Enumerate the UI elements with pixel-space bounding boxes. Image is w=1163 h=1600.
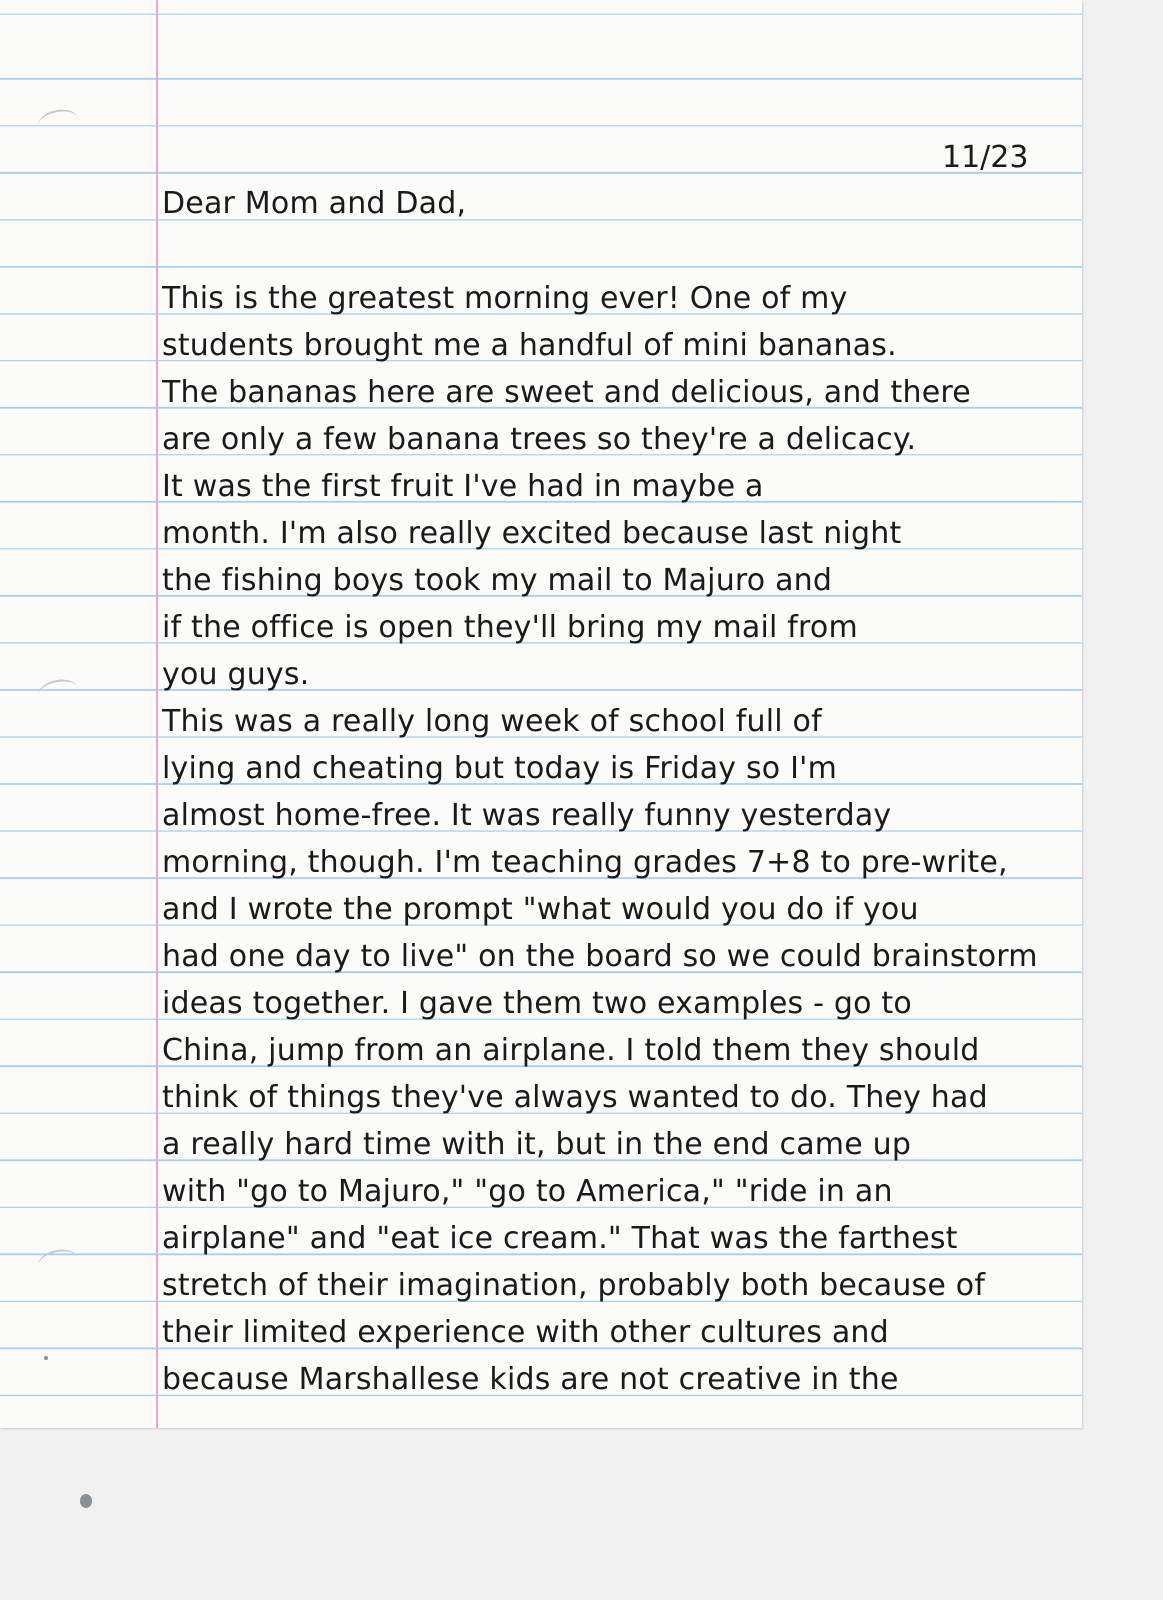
- letter-greeting: Dear Mom and Dad,: [162, 186, 467, 221]
- letter-line: think of things they've always wanted to do. They had: [162, 1080, 988, 1115]
- letter-line: and I wrote the prompt "what would you do if you: [162, 892, 919, 927]
- letter-line: This is the greatest morning ever! One of my: [162, 281, 848, 316]
- letter-line: China, jump from an airplane. I told them they should: [162, 1033, 980, 1068]
- letter-line: month. I'm also really excited because last night: [162, 516, 902, 551]
- margin-line: [156, 0, 158, 1428]
- letter-date: 11/23: [942, 140, 1029, 175]
- letter-line: the fishing boys took my mail to Majuro and: [162, 563, 833, 598]
- letter-line: had one day to live" on the board so we could brainstorm: [162, 939, 1038, 974]
- letter-line: with "go to Majuro," "go to America," "ride in an: [162, 1174, 893, 1209]
- scanner-speck: [80, 1494, 92, 1508]
- letter-line: their limited experience with other cultures and: [162, 1315, 889, 1350]
- letter-line: stretch of their imagination, probably both because of: [162, 1268, 986, 1303]
- letter-line: The bananas here are sweet and delicious, and there: [162, 375, 971, 410]
- letter-line: are only a few banana trees so they're a delicacy.: [162, 422, 917, 457]
- paper-speck: [44, 1356, 48, 1360]
- letter-line: because Marshallese kids are not creative in the: [162, 1362, 899, 1397]
- letter-line: you guys.: [162, 657, 310, 692]
- letter-line: ideas together. I gave them two examples - go to: [162, 986, 912, 1021]
- letter-line: lying and cheating but today is Friday so I'm: [162, 751, 838, 786]
- letter-line: morning, though. I'm teaching grades 7+8 to pre-write,: [162, 845, 1008, 880]
- punch-hole-mark: [36, 676, 80, 708]
- letter-line: almost home-free. It was really funny yesterday: [162, 798, 892, 833]
- letter-line: airplane" and "eat ice cream." That was the farthest: [162, 1221, 958, 1256]
- letter-line: a really hard time with it, but in the end came up: [162, 1127, 912, 1162]
- letter-line: if the office is open they'll bring my mail from: [162, 610, 858, 645]
- letter-line: It was the first fruit I've had in maybe a: [162, 469, 764, 504]
- punch-hole-mark: [36, 106, 80, 138]
- punch-hole-mark: [36, 1246, 80, 1278]
- letter-line: students brought me a handful of mini bananas.: [162, 328, 897, 363]
- letter-line: This was a really long week of school full of: [162, 704, 822, 739]
